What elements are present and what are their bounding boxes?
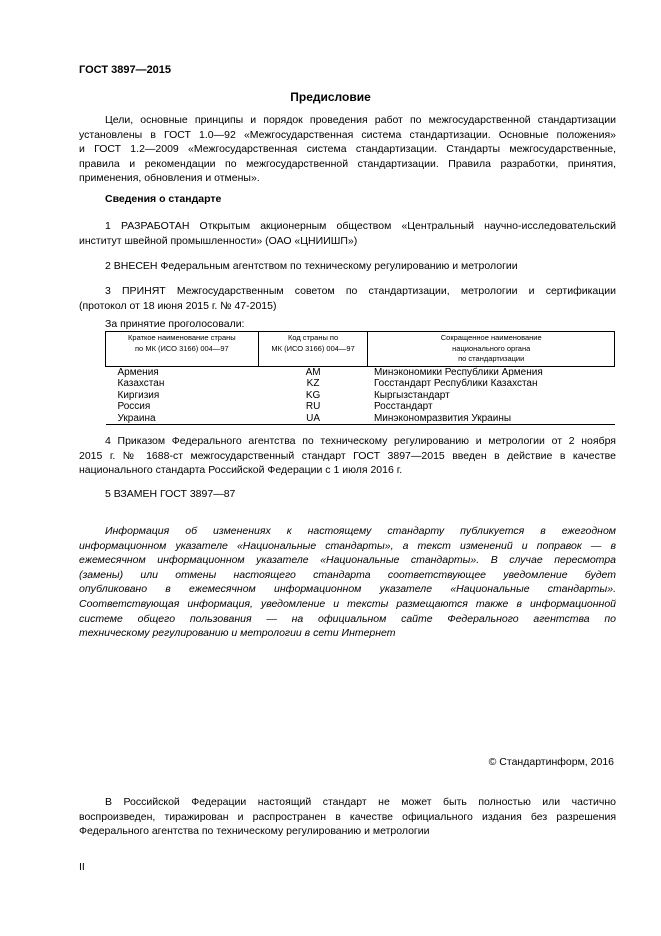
votes-table-header-row [106,332,615,367]
country-code-header [258,332,368,367]
notice-line: техническому регулированию и метрологии в сети Интернет [79,627,396,640]
standard-info-heading: Сведения о стандарте [105,193,222,205]
body-cell: Госстандарт Республики Казахстан [373,378,538,389]
item-4-line: 2015 г. № 1688-ст межгосударственный стандарт ГОСТ 3897—2015 введен в действие в качестве [79,449,616,462]
rights-line: В Российской Федерации настоящий стандарт не может быть полностью или частично [105,796,616,808]
notice-line: (замены) или отмены настоящего стандарта соответствующее уведомление будет [79,568,616,581]
notice-line: опубликовано в ежемесячном информационном указателе «Национальные стандарты». [79,583,616,596]
document-id-header: ГОСТ 3897—2015 [79,64,172,76]
item-2-line: 2 ВНЕСЕН Федеральным агентством по техническому регулированию и метрологии [105,260,518,272]
amendments-notice [79,524,616,641]
item-3-line: 3 ПРИНЯТ Межгосударственным советом по стандартизации, метрологии и сертификации [105,285,616,297]
table-row [106,366,615,378]
votes-label: За принятие проголосовали: [105,318,245,330]
intro-line: установлены в ГОСТ 1.0—92 «Межгосударственная система стандартизации. Основные положения» [79,128,616,141]
item-3-line: (протокол от 18 июня 2015 г. № 47-2015) [79,299,277,312]
standards-body-header [368,332,615,367]
intro-line: применения, обновления и отмены». [79,172,260,185]
body-cell: Минэкономики Республики Армения [373,366,543,378]
intro-line: Цели, основные принципы и порядок проведения работ по межгосударственной стандартизации [105,114,616,126]
item-2-submitted-by [79,259,616,274]
body-cell: Росстандарт [373,401,433,412]
notice-line: системе общего пользования — на официальном сайте Федерального агентства по [79,612,616,625]
item-3-adopted-by [79,284,616,313]
notice-line: ежемесячном информационном указателе «Национальные стандарты». В случае пересмотра [79,554,616,567]
item-4-order [79,434,616,478]
table-row [106,390,615,402]
code-cell: KG [305,389,321,401]
item-1-line: институт швейной промышленности» (ОАО «ЦНИИШП») [79,234,358,247]
country-cell: Украина [106,413,259,425]
body-cell: Минэкономразвития Украины [368,413,615,425]
page-number: II [79,861,85,873]
votes-table [105,331,615,425]
country-cell: Киргизия [117,389,160,401]
section-title: Предисловие [290,90,371,104]
item-5-line: 5 ВЗАМЕН ГОСТ 3897—87 [105,488,236,500]
intro-line: правила и рекомендации по межгосударственной стандартизации. Правила разработки, принятия, [79,157,616,170]
item-1-developed-by [79,219,616,248]
intro-line: и ГОСТ 1.2—2009 «Межгосударственная система стандартизации. Стандарты межгосударственные, [79,143,616,156]
item-5-replaces [79,487,616,502]
header-line: по стандартизации [458,354,525,363]
rights-line: Федерального агентства по техническому регулированию и метрологии [79,825,430,838]
code-cell: KZ [306,378,320,389]
item-1-line: 1 РАЗРАБОТАН Открытым акционерным обществом «Центральный научно-исследовательский [105,220,616,232]
notice-line: информационном указателе «Национальные стандарты», а текст изменений и поправок — в [79,539,616,552]
code-cell: AM [305,366,321,378]
country-cell: Казахстан [117,378,165,389]
table-row [106,413,615,425]
country-name-header [106,332,259,367]
country-cell: Армения [117,366,159,378]
header-line: Сокращенное наименование [440,333,542,342]
table-row [106,378,615,390]
item-4-line: 4 Приказом Федерального агентства по техническому регулированию и метрологии от 2 ноября [105,435,616,447]
body-cell: Кыргызстандарт [373,389,450,401]
header-line: МК (ИСО 3166) 004—97 [271,343,355,353]
rights-line: воспроизведен, тиражирован и распространен в качестве официального издания без разрешения [79,810,616,823]
header-line: Код страны по [287,333,339,342]
item-4-line: национального стандарта Российской Федерации с 1 июля 2016 г. [79,464,403,477]
intro-paragraph [79,113,616,186]
code-cell: UA [258,413,368,425]
country-cell: Россия [117,401,151,412]
code-cell: RU [305,401,321,412]
notice-line: Соответствующая информация, уведомление и тексты размещаются также в информационной [79,597,616,610]
table-row [106,401,615,413]
header-line: Краткое наименование страны [128,333,236,342]
notice-line: Информация об изменениях к настоящему стандарту публикуется в ежегодном [105,525,616,537]
header-line: национального органа [452,343,531,353]
reproduction-rights-paragraph [79,795,616,839]
header-line: по МК (ИСО 3166) 004—97 [135,343,229,353]
copyright-notice: © Стандартинформ, 2016 [488,756,614,768]
